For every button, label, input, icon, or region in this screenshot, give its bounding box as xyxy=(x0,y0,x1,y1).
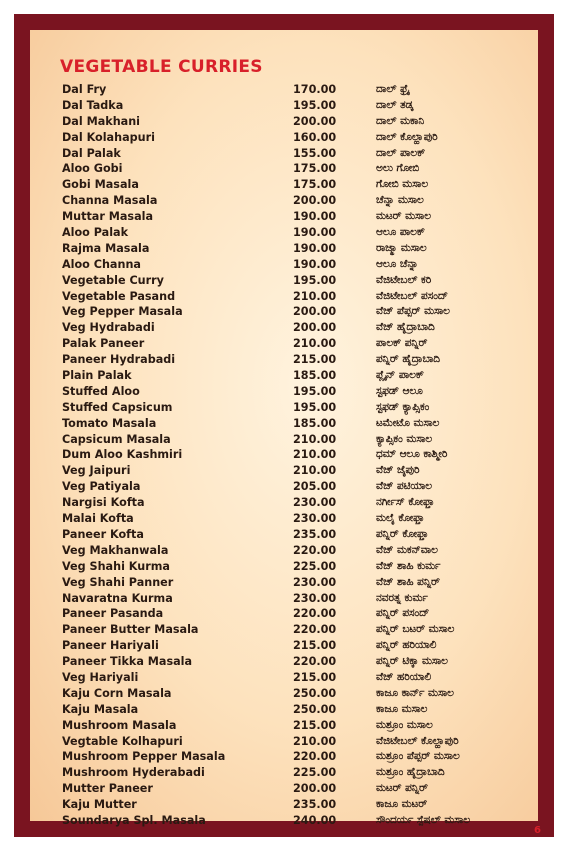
item-name-kannada: ಪನ್ನಿರ್ ಬಟರ್ ಮಸಾಲ xyxy=(376,623,455,636)
item-price: 185.00 xyxy=(293,416,337,430)
item-price: 225.00 xyxy=(293,559,337,573)
item-name: Kaju Masala xyxy=(62,702,139,716)
item-name-kannada: ದಾಲ್ ಕೊಲ್ಹಾಪುರಿ xyxy=(376,130,438,143)
menu-item xyxy=(30,606,538,622)
menu-item xyxy=(30,273,538,289)
item-name-kannada: ರಾಜ್ಮಾ ಮಸಾಲ xyxy=(376,241,427,254)
menu-list xyxy=(30,82,538,829)
item-name: Gobi Masala xyxy=(62,178,139,192)
item-price: 230.00 xyxy=(293,591,337,605)
item-name-kannada: ವೆಜ್ ಹರಿಯಾಲಿ xyxy=(376,670,432,683)
item-price: 190.00 xyxy=(293,257,337,271)
menu-item xyxy=(30,82,538,98)
menu-item xyxy=(30,749,538,765)
item-name-kannada: ಸ್ಟಫಡ್ ಆಲೂ xyxy=(376,384,423,397)
menu-item xyxy=(30,384,538,400)
menu-item xyxy=(30,114,538,130)
item-name-kannada: ವೆಜ್ ಪಟಿಯಾಲ xyxy=(376,480,433,493)
menu-item xyxy=(30,781,538,797)
item-name: Veg Shahi Kurma xyxy=(62,559,170,573)
item-price: 215.00 xyxy=(293,353,337,367)
item-name-kannada: ಮಶ್ರೂಂ ಪೆಪ್ಪರ್ ಮಸಾಲ xyxy=(376,750,460,763)
item-price: 195.00 xyxy=(293,400,337,414)
menu-item xyxy=(30,352,538,368)
item-price: 205.00 xyxy=(293,480,337,494)
item-name-kannada: ಕಾಜೂ ಕಾರ್ನ್ ಮಸಾಲ xyxy=(376,686,454,699)
menu-item xyxy=(30,304,538,320)
item-price: 235.00 xyxy=(293,527,337,541)
menu-item xyxy=(30,575,538,591)
menu-item xyxy=(30,177,538,193)
item-price: 215.00 xyxy=(293,718,337,732)
item-name-kannada: ಪಾಲಕ್ ಪನ್ನಿರ್ xyxy=(376,337,428,350)
item-price: 175.00 xyxy=(293,178,337,192)
item-name: Stuffed Aloo xyxy=(62,384,140,398)
item-name-kannada: ವೆಜಿಟೇಬಲ್ ಕರಿ xyxy=(376,273,432,286)
item-name: Dal Fry xyxy=(62,83,107,96)
item-name: Palak Paneer xyxy=(62,337,145,351)
item-name: Veg Pepper Masala xyxy=(62,305,183,319)
menu-item xyxy=(30,193,538,209)
item-name-kannada: ಸ್ಟಫಡ್ ಕ್ಯಾಪ್ಸಿಕಂ xyxy=(376,400,430,413)
item-name-kannada: ದಾಲ್ ಪಾಲಕ್ xyxy=(376,146,426,159)
item-name: Malai Kofta xyxy=(62,512,134,526)
item-price: 190.00 xyxy=(293,226,337,240)
item-name: Mushroom Pepper Masala xyxy=(62,750,226,764)
item-price: 250.00 xyxy=(293,702,337,716)
menu-item xyxy=(30,209,538,225)
item-name-kannada: ವೆಜ್ ಮಕನ್‌ವಾಲ xyxy=(376,543,438,556)
menu-item xyxy=(30,320,538,336)
menu-item xyxy=(30,670,538,686)
item-name: Dal Kolahapuri xyxy=(62,130,155,144)
menu-item xyxy=(30,765,538,781)
item-name: Kaju Mutter xyxy=(62,798,137,812)
item-name: Paneer Butter Masala xyxy=(62,623,199,637)
item-price: 195.00 xyxy=(293,98,337,112)
menu-item xyxy=(30,559,538,575)
item-name-kannada: ದಾಲ್ ತಡ್ಕ xyxy=(376,98,414,111)
item-name-kannada: ಪನ್ನಿರ್ ಪಸಂದ್ xyxy=(376,607,430,620)
item-name-kannada: ವೆಜ್ ಹೈದ್ರಾಬಾದಿ xyxy=(376,321,435,334)
item-price: 220.00 xyxy=(293,543,337,557)
menu-item xyxy=(30,416,538,432)
item-name-kannada: ಮಶ್ರೂಂ ಮಸಾಲ xyxy=(376,718,433,731)
menu-item xyxy=(30,146,538,162)
menu-item xyxy=(30,591,538,607)
item-name: Paneer Tikka Masala xyxy=(62,655,193,669)
item-name: Mushroom Masala xyxy=(62,718,177,732)
item-name: Paneer Kofta xyxy=(62,527,144,541)
item-price: 155.00 xyxy=(293,146,337,160)
menu-item xyxy=(30,161,538,177)
item-name: Veg Shahi Panner xyxy=(62,575,174,589)
item-name: Rajma Masala xyxy=(62,241,150,255)
item-name: Veg Hariyali xyxy=(62,670,139,684)
item-price: 240.00 xyxy=(293,813,337,827)
item-name: Paneer Pasanda xyxy=(62,607,164,621)
item-name: Vegtable Kolhapuri xyxy=(62,734,183,748)
item-name: Tomato Masala xyxy=(62,416,157,430)
item-price: 220.00 xyxy=(293,655,337,669)
item-price: 235.00 xyxy=(293,798,337,812)
item-price: 250.00 xyxy=(293,686,337,700)
item-name: Veg Makhanwala xyxy=(62,543,169,557)
item-name-kannada: ಕಾಜೂ ಮಸಾಲ xyxy=(376,702,428,715)
menu-item xyxy=(30,511,538,527)
item-name-kannada: ದಾಲ್ ಫ್ರೈ xyxy=(376,83,410,95)
item-price: 200.00 xyxy=(293,114,337,128)
item-name: Vegetable Pasand xyxy=(62,289,176,303)
item-price: 190.00 xyxy=(293,241,337,255)
item-name-kannada: ವೆಜಿಟೇಬಲ್ ಕೊಲ್ಹಾಪುರಿ xyxy=(376,734,459,747)
item-name-kannada: ದಾಲ್ ಮಕಾನಿ xyxy=(376,114,425,127)
menu-item xyxy=(30,638,538,654)
item-name-kannada: ವೆಜ್ ಶಾಹಿ ಪನ್ನಿರ್ xyxy=(376,575,440,588)
item-name: Paneer Hariyali xyxy=(62,639,159,653)
item-name: Kaju Corn Masala xyxy=(62,686,172,700)
item-name: Veg Patiyala xyxy=(62,480,141,494)
menu-item xyxy=(30,686,538,702)
item-name-kannada: ಆಲೂ ಚೆನ್ನಾ xyxy=(376,257,419,270)
item-name: Dal Tadka xyxy=(62,98,124,112)
item-name-kannada: ಪನ್ನಿರ್ ಹೈದ್ರಾಬಾದಿ xyxy=(376,353,440,366)
item-name-kannada: ಕಾಜೂ ಮಟರ್ xyxy=(376,798,428,811)
item-name-kannada: ವೆಜ್ ಜೈಪುರಿ xyxy=(376,464,420,477)
item-name-kannada: ಮಶ್ರೂಂ ಹೈದ್ರಾಬಾದಿ xyxy=(376,766,445,779)
item-name: Nargisi Kofta xyxy=(62,496,145,510)
item-price: 200.00 xyxy=(293,194,337,208)
item-name: Capsicum Masala xyxy=(62,432,171,446)
item-name-kannada: ವೆಜ್ ಪೆಪ್ಪರ್ ಮಸಾಲ xyxy=(376,305,450,318)
item-name: Aloo Gobi xyxy=(62,162,123,176)
item-name: Dal Makhani xyxy=(62,114,141,128)
item-price: 195.00 xyxy=(293,384,337,398)
item-name-kannada: ಪನ್ನಿರ್ ಕೋಫ್ತಾ xyxy=(376,527,429,540)
item-name: Mushroom Hyderabadi xyxy=(62,766,205,780)
menu-item xyxy=(30,336,538,352)
item-name-kannada: ಪ್ಲೈನ್ ಪಾಲಕ್ xyxy=(376,369,424,382)
item-name-kannada: ಕ್ಯಾಪ್ಸಿಕಂ ಮಸಾಲ xyxy=(376,432,433,445)
item-name-kannada: ಗೋಬಿ ಮಸಾಲ xyxy=(376,178,429,191)
item-name-kannada: ಆಲೂ ಪಾಲಕ್ xyxy=(376,226,425,239)
item-price: 230.00 xyxy=(293,496,337,510)
menu-item xyxy=(30,479,538,495)
item-price: 220.00 xyxy=(293,607,337,621)
item-name-kannada: ಮಟರ್ ಮಸಾಲ xyxy=(376,210,431,223)
page-number: 6 xyxy=(534,825,541,836)
menu-item xyxy=(30,654,538,670)
item-name-kannada: ಮಲೈ ಕೋಫ್ತಾ xyxy=(376,512,425,525)
item-price: 210.00 xyxy=(293,734,337,748)
item-price: 210.00 xyxy=(293,448,337,462)
item-name-kannada: ಅಲು ಗೋಬಿ xyxy=(376,162,420,175)
item-price: 200.00 xyxy=(293,305,337,319)
item-price: 215.00 xyxy=(293,639,337,653)
item-price: 230.00 xyxy=(293,512,337,526)
menu-item xyxy=(30,400,538,416)
item-name-kannada: ಚೆನ್ನಾ ಮಸಾಲ xyxy=(376,194,424,207)
item-name: Veg Hydrabadi xyxy=(62,321,155,335)
menu-item xyxy=(30,543,538,559)
menu-item xyxy=(30,368,538,384)
item-name: Soundarya Spl. Masala xyxy=(62,813,206,827)
item-price: 210.00 xyxy=(293,289,337,303)
item-name: Dal Palak xyxy=(62,146,121,160)
menu-item xyxy=(30,447,538,463)
menu-item xyxy=(30,702,538,718)
item-name: Channa Masala xyxy=(62,194,158,208)
menu-item xyxy=(30,225,538,241)
item-price: 200.00 xyxy=(293,321,337,335)
item-price: 195.00 xyxy=(293,273,337,287)
menu-item xyxy=(30,432,538,448)
item-price: 220.00 xyxy=(293,750,337,764)
menu-item xyxy=(30,718,538,734)
item-name: Dum Aloo Kashmiri xyxy=(62,448,183,462)
menu-item xyxy=(30,241,538,257)
item-name: Vegetable Curry xyxy=(62,273,164,287)
item-name: Paneer Hydrabadi xyxy=(62,353,176,367)
item-price: 200.00 xyxy=(293,782,337,796)
item-name-kannada: ನರ್ಗೀಸ್ ಕೋಫ್ತಾ xyxy=(376,496,435,509)
menu-item xyxy=(30,98,538,114)
item-price: 220.00 xyxy=(293,623,337,637)
item-name: Aloo Palak xyxy=(62,226,129,240)
item-name: Muttar Masala xyxy=(62,210,154,224)
item-price: 215.00 xyxy=(293,670,337,684)
item-name-kannada: ಪನ್ನಿರ್ ಹರಿಯಾಲಿ xyxy=(376,639,437,652)
item-name: Navaratna Kurma xyxy=(62,591,173,605)
item-name-kannada: ಮಟರ್ ಪನ್ನಿರ್ xyxy=(376,782,428,795)
item-name: Veg Jaipuri xyxy=(62,464,131,478)
item-price: 225.00 xyxy=(293,766,337,780)
item-price: 230.00 xyxy=(293,575,337,589)
item-name-kannada: ಸೌಂದರ್ಯ ಸ್ಪೆಷಲ್ ಮಸಾಲ xyxy=(376,813,471,826)
item-name: Mutter Paneer xyxy=(62,782,153,796)
item-name: Stuffed Capsicum xyxy=(62,400,173,414)
menu-item xyxy=(30,797,538,813)
menu-item xyxy=(30,495,538,511)
menu-item xyxy=(30,130,538,146)
menu-item xyxy=(30,257,538,273)
menu-item xyxy=(30,622,538,638)
item-name-kannada: ಟಮೇಟೊ ಮಸಾಲ xyxy=(376,416,440,429)
item-name: Plain Palak xyxy=(62,369,132,383)
item-name-kannada: ನವರತ್ನ ಕುರ್ಮ xyxy=(376,591,428,604)
item-name-kannada: ವೆಜಿಟೇಬಲ್ ಪಸಂದ್ xyxy=(376,289,448,302)
item-price: 170.00 xyxy=(293,83,337,96)
item-price: 190.00 xyxy=(293,210,337,224)
page-border xyxy=(14,14,554,837)
item-price: 210.00 xyxy=(293,432,337,446)
section-title: VEGETABLE CURRIES xyxy=(60,57,263,77)
menu-item xyxy=(30,463,538,479)
item-name-kannada: ವೆಜ್ ಶಾಹಿ ಕುರ್ಮ xyxy=(376,559,441,572)
item-name: Aloo Channa xyxy=(62,257,141,271)
item-price: 160.00 xyxy=(293,130,337,144)
item-price: 175.00 xyxy=(293,162,337,176)
menu-page xyxy=(30,30,541,836)
item-name-kannada: ಪನ್ನಿರ್ ಟಿಕ್ಕಾ ಮಸಾಲ xyxy=(376,655,448,668)
menu-item xyxy=(30,289,538,305)
menu-item xyxy=(30,527,538,543)
menu-item xyxy=(30,734,538,750)
item-price: 185.00 xyxy=(293,369,337,383)
item-price: 210.00 xyxy=(293,464,337,478)
item-name-kannada: ಧಮ್ ಆಲೂ ಕಾಶ್ಮೀರಿ xyxy=(376,448,448,461)
item-price: 210.00 xyxy=(293,337,337,351)
menu-item xyxy=(30,813,538,829)
